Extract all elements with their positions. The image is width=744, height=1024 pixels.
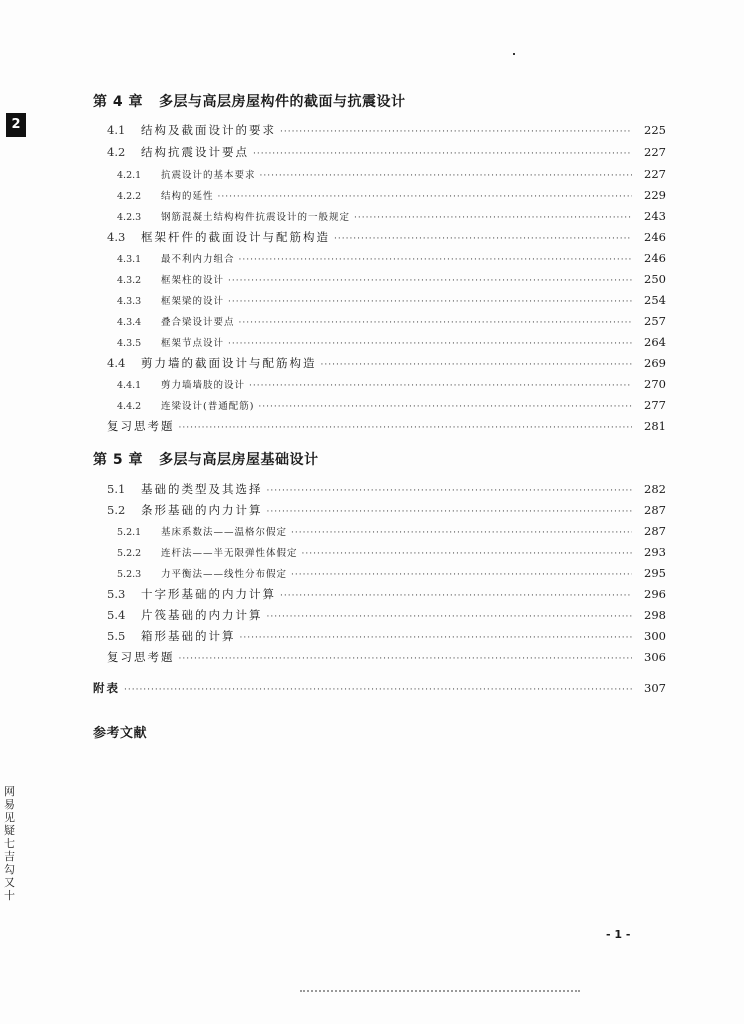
- page-number: 270: [644, 377, 666, 391]
- section-number: 5.4: [107, 608, 126, 622]
- section-number: 5.1: [107, 482, 126, 496]
- references-heading[interactable]: 参考文献: [93, 726, 148, 741]
- entry-title: 结构的延性: [161, 191, 214, 202]
- entry-title: 连杆法——半无限弹性体假定: [161, 548, 298, 559]
- entry-title: 基床系数法——温格尔假定: [161, 527, 288, 538]
- chapter-title: 多层与高层房屋基础设计: [159, 452, 319, 468]
- section-number: 4.3: [107, 230, 126, 244]
- dot-leader: [258, 399, 632, 415]
- section-number: 5.5: [107, 629, 126, 643]
- entry-title: 基础的类型及其选择: [141, 482, 263, 496]
- entry-title: 附表: [93, 681, 120, 695]
- entry-title: 十字形基础的内力计算: [141, 587, 276, 601]
- page-number: 277: [644, 398, 666, 412]
- page-number: 250: [644, 272, 666, 286]
- chapter-5-heading[interactable]: [93, 449, 319, 469]
- entry-title: 连梁设计(普通配筋): [161, 401, 255, 412]
- side-margin-text: 网易见疑七吉勾又十: [4, 785, 15, 902]
- page-number: 282: [644, 482, 666, 496]
- chapter-4-heading[interactable]: [93, 91, 406, 111]
- section-number: 5.2: [107, 503, 126, 517]
- dot-leader: [179, 651, 633, 667]
- toc-entry-4-4-2[interactable]: [117, 397, 666, 413]
- dot-leader: [334, 231, 632, 247]
- toc-entry-4-3-4[interactable]: [117, 313, 666, 329]
- dot-leader: [354, 210, 632, 226]
- section-number: 4.2.3: [117, 212, 142, 223]
- section-number: 4.2.2: [117, 191, 142, 202]
- toc-entry-4-3-2[interactable]: [117, 271, 666, 287]
- section-number: 4.3.5: [117, 338, 142, 349]
- page-number: 293: [644, 545, 666, 559]
- dot-leader: [240, 630, 633, 646]
- page-number-footer: - 1 -: [606, 928, 631, 941]
- toc-entry-review-5[interactable]: [107, 649, 666, 665]
- dot-leader: [280, 124, 632, 140]
- entry-title: 钢筋混凝土结构构件抗震设计的一般规定: [161, 212, 351, 223]
- section-number: 5.3: [107, 587, 126, 601]
- entry-title: 框架节点设计: [161, 338, 225, 349]
- page-number: 287: [644, 524, 666, 538]
- toc-entry-4-4-1[interactable]: [117, 376, 666, 392]
- page-number: 257: [644, 314, 666, 328]
- toc-entry-5-2-3[interactable]: [117, 565, 666, 581]
- scan-speck: [513, 53, 515, 55]
- dot-leader: [267, 504, 633, 520]
- entry-title: 箱形基础的计算: [141, 629, 236, 643]
- entry-title: 叠合梁设计要点: [161, 317, 235, 328]
- entry-title: 剪力墙墙肢的设计: [161, 380, 246, 391]
- toc-entry-review-4[interactable]: [107, 418, 666, 434]
- toc-entry-4-3[interactable]: [107, 229, 666, 245]
- entry-title: 抗震设计的基本要求: [161, 170, 256, 181]
- entry-title: 结构抗震设计要点: [141, 145, 249, 159]
- dot-leader: [239, 315, 632, 331]
- page-number: 246: [644, 230, 666, 244]
- page-number: 225: [644, 123, 666, 137]
- page-number: 227: [644, 167, 666, 181]
- entry-title: 条形基础的内力计算: [141, 503, 263, 517]
- chapter-label: 第 5 章: [93, 452, 143, 468]
- dot-leader: [302, 546, 632, 562]
- toc-entry-5-2[interactable]: [107, 502, 666, 518]
- section-number: 4.3.2: [117, 275, 142, 286]
- page-number: 300: [644, 629, 666, 643]
- entry-title: 剪力墙的截面设计与配筋构造: [141, 356, 317, 370]
- page-number: 229: [644, 188, 666, 202]
- page-number: 227: [644, 145, 666, 159]
- page-number: 246: [644, 251, 666, 265]
- entry-title: 框架柱的设计: [161, 275, 225, 286]
- scan-artifact: [300, 990, 580, 994]
- dot-leader: [179, 420, 633, 436]
- toc-entry-4-4[interactable]: [107, 355, 666, 371]
- entry-title: 复习思考题: [107, 650, 175, 664]
- page-number: 254: [644, 293, 666, 307]
- page-number: 295: [644, 566, 666, 580]
- entry-title: 复习思考题: [107, 419, 175, 433]
- dot-leader: [291, 567, 632, 583]
- dot-leader: [228, 336, 632, 352]
- page-number: 281: [644, 419, 666, 433]
- section-number: 4.3.4: [117, 317, 142, 328]
- page-number: 298: [644, 608, 666, 622]
- section-number: 4.4: [107, 356, 126, 370]
- dot-leader: [228, 273, 632, 289]
- entry-title: 框架杆件的截面设计与配筋构造: [141, 230, 330, 244]
- toc-entry-5-2-2[interactable]: [117, 544, 666, 560]
- toc-entry-4-2-2[interactable]: [117, 187, 666, 203]
- toc-entry-5-2-1[interactable]: [117, 523, 666, 539]
- dot-leader: [267, 483, 633, 499]
- dot-leader: [280, 588, 632, 604]
- section-number: 4.3.1: [117, 254, 142, 265]
- section-number: 4.4.1: [117, 380, 142, 391]
- toc-entry-5-3[interactable]: [107, 586, 666, 602]
- section-number: 5.2.2: [117, 548, 142, 559]
- toc-entry-5-5[interactable]: [107, 628, 666, 644]
- dot-leader: [291, 525, 632, 541]
- dot-leader: [321, 357, 633, 373]
- dot-leader: [218, 189, 632, 205]
- dot-leader: [239, 252, 632, 268]
- toc-entry-4-2[interactable]: [107, 144, 666, 160]
- dot-leader: [253, 146, 632, 162]
- toc-entry-5-1[interactable]: [107, 481, 666, 497]
- toc-entry-5-4[interactable]: [107, 607, 666, 623]
- entry-title: 框架梁的设计: [161, 296, 225, 307]
- section-number: 5.2.1: [117, 527, 142, 538]
- section-number: 4.1: [107, 123, 126, 137]
- page-number: 264: [644, 335, 666, 349]
- toc-entry-4-1[interactable]: [107, 122, 666, 138]
- chapter-title: 多层与高层房屋构件的截面与抗震设计: [159, 94, 406, 110]
- toc-entry-4-3-5[interactable]: [117, 334, 666, 350]
- entry-title: 力平衡法——线性分布假定: [161, 569, 288, 580]
- page-number: 269: [644, 356, 666, 370]
- page-number: 306: [644, 650, 666, 664]
- chapter-side-tab: 2: [6, 113, 26, 137]
- section-number: 4.4.2: [117, 401, 142, 412]
- toc-entry-4-3-3[interactable]: [117, 292, 666, 308]
- toc-entry-4-2-3[interactable]: [117, 208, 666, 224]
- chapter-label: 第 4 章: [93, 94, 143, 110]
- section-number: 4.2.1: [117, 170, 142, 181]
- toc-entry-4-3-1[interactable]: [117, 250, 666, 266]
- section-number: 4.3.3: [117, 296, 142, 307]
- section-number: 5.2.3: [117, 569, 142, 580]
- page-number: 307: [644, 681, 666, 695]
- dot-leader: [260, 168, 632, 184]
- page-number: 243: [644, 209, 666, 223]
- entry-title: 片筏基础的内力计算: [141, 608, 263, 622]
- dot-leader: [249, 378, 632, 394]
- toc-entry-4-2-1[interactable]: [117, 166, 666, 182]
- page-number: 296: [644, 587, 666, 601]
- section-number: 4.2: [107, 145, 126, 159]
- toc-entry-appendix[interactable]: [93, 680, 666, 696]
- entry-title: 结构及截面设计的要求: [141, 123, 276, 137]
- page-number: 287: [644, 503, 666, 517]
- entry-title: 最不利内力组合: [161, 254, 235, 265]
- dot-leader: [267, 609, 633, 625]
- dot-leader: [228, 294, 632, 310]
- dot-leader: [124, 682, 632, 698]
